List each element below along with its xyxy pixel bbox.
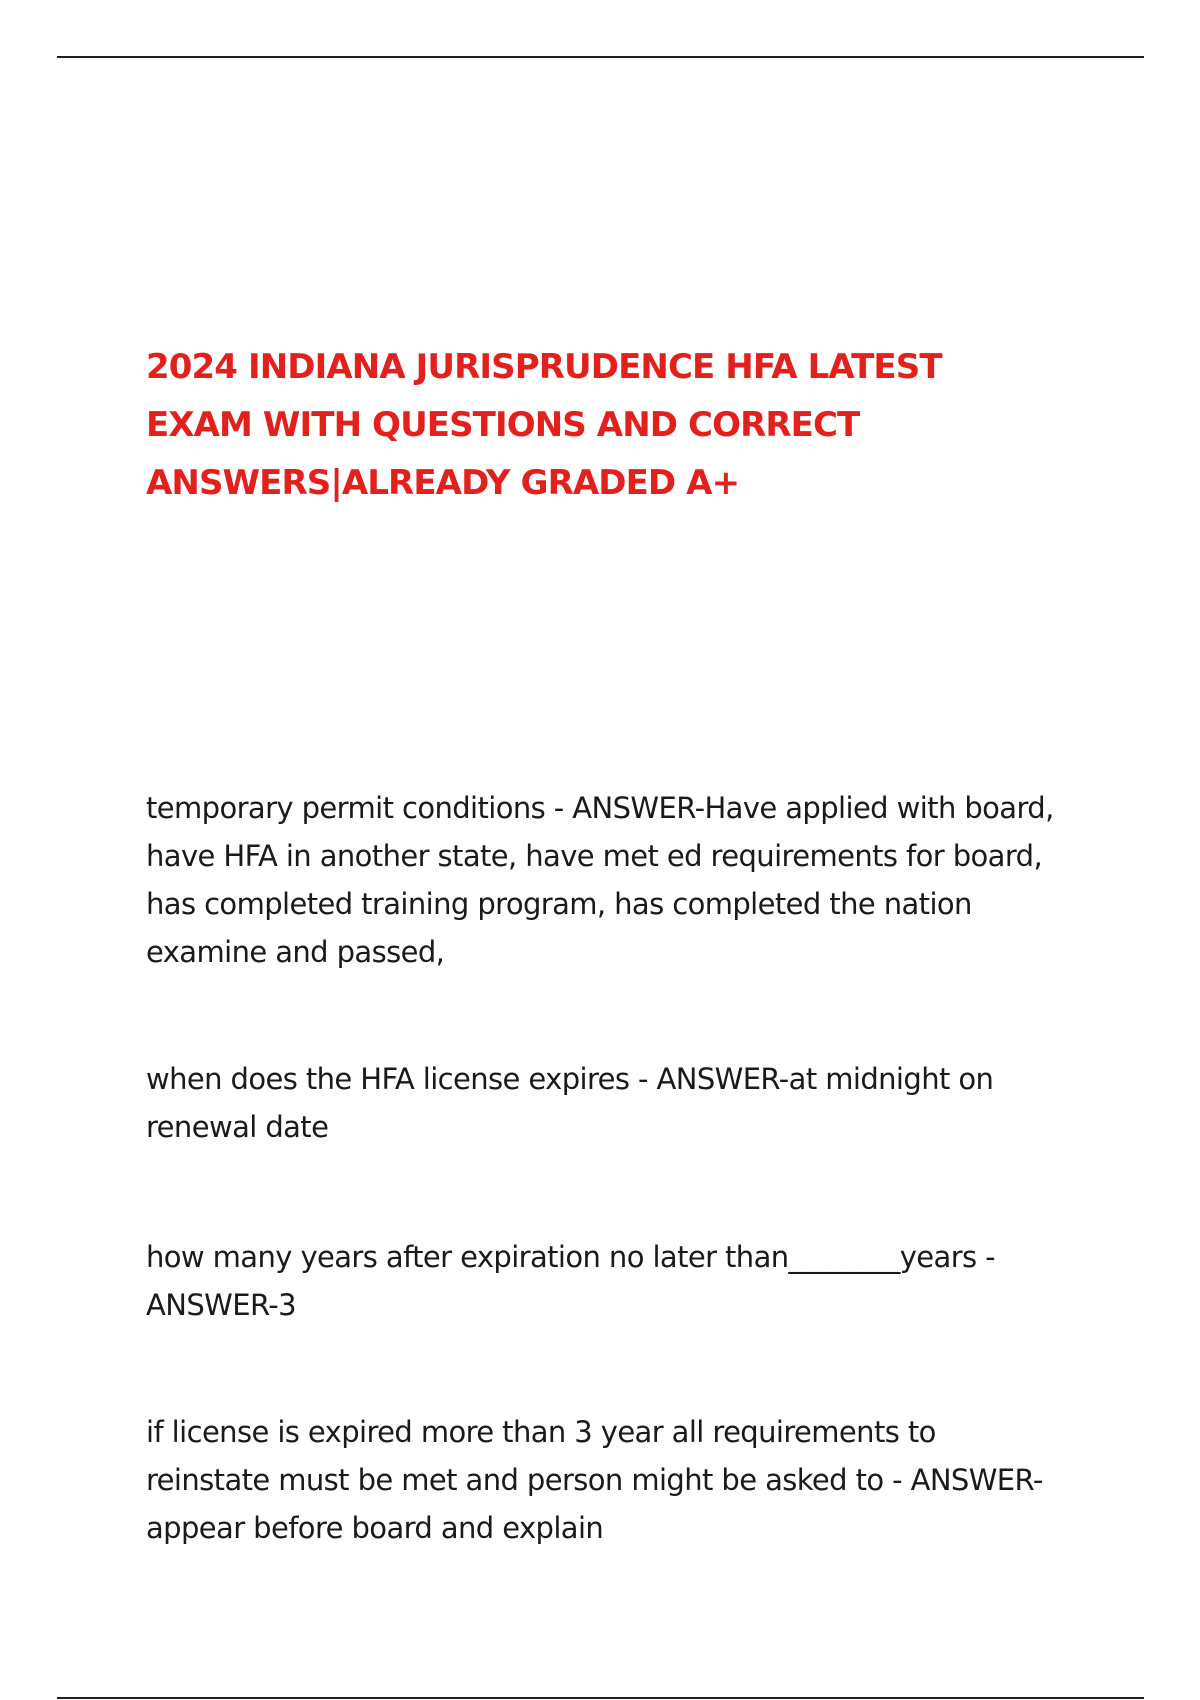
qa-item-years-after-expiration: how many years after expiration no later than________years - ANSWER-3 (146, 1240, 996, 1322)
page-title: 2024 INDIANA JURISPRUDENCE HFA LATEST EXAM WITH QUESTIONS AND CORRECT ANSWERS|ALREADY GRADED A+ (146, 347, 942, 503)
top-divider (57, 56, 1144, 58)
qa-item-license-expiry: when does the HFA license expires - ANSWER-at midnight on renewal date (146, 1062, 994, 1144)
bottom-divider (57, 1697, 1144, 1699)
qa-item-temporary-permit: temporary permit conditions - ANSWER-Have applied with board, have HFA in another state, have met ed requirements for board, has completed training program, has completed the nation examine and passed, (146, 791, 1054, 969)
qa-item-reinstatement: if license is expired more than 3 year all requirements to reinstate must be met and person might be asked to - ANSWER-appear before board and explain (146, 1415, 1043, 1545)
